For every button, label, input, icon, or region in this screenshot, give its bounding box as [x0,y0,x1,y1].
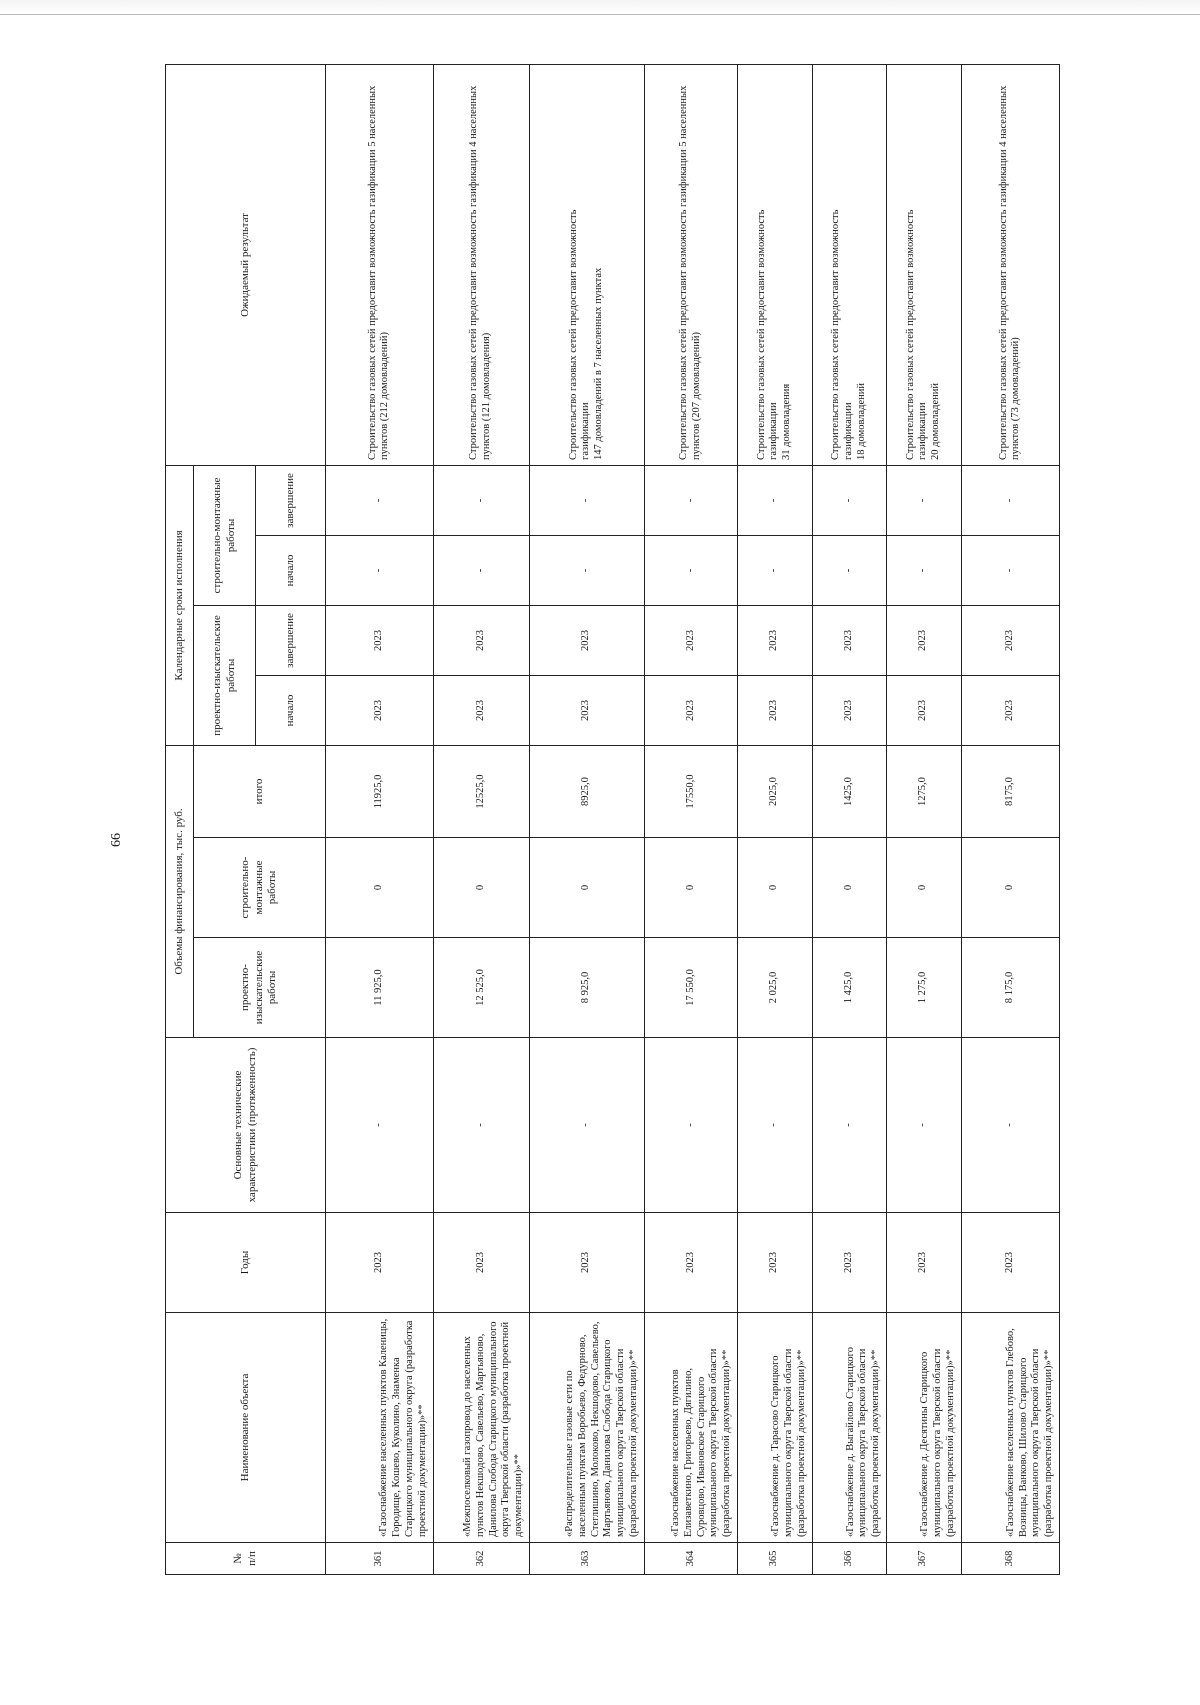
expected-result-line: Строительство газовых сетей предоставит возможность [904,209,916,460]
years-cell: 2023 [644,1213,737,1313]
construction-end-cell: - [326,465,434,535]
years-cell: 2023 [887,1213,962,1313]
financing-construction-cell: 0 [738,838,813,938]
tech-characteristics-cell: - [812,1038,887,1213]
tech-characteristics-cell: - [433,1038,529,1213]
financing-construction-cell: 0 [812,838,887,938]
financing-design-cell: 17 550,0 [644,938,737,1038]
tech-characteristics-cell: - [644,1038,737,1213]
expected-result-cell [887,64,962,465]
tech-characteristics-cell: - [961,1038,1059,1213]
expected-result-line: 20 домовладений [930,382,942,460]
financing-total-cell: 17550,0 [644,746,737,838]
expected-result-line: Строительство газовых сетей предоставит возможность [567,209,579,460]
expected-result-line: Строительство газовых сетей предоставит возможность [755,209,767,460]
table-row [644,64,737,1574]
header-fin-design: проектно-изыскательские работы [194,938,326,1038]
construction-start-cell: - [738,536,813,606]
object-name-cell: «Газоснабжение д. Выгайлово Старицкого муниципального округа Тверской области (разработка проектной документации)»** [812,1313,887,1543]
design-start-cell: 2023 [326,676,434,746]
expected-result-cell [961,64,1059,465]
construction-end-cell: - [738,465,813,535]
construction-start-cell: - [529,536,644,606]
header-name: Наименование объекта [166,1313,326,1543]
design-end-cell: 2023 [887,606,962,676]
expected-result-line: Строительство газовых сетей предоставит возможность газификации 4 населенных пунктов (73 домовладений) [997,85,1022,460]
header-fin-total: итого [194,746,326,838]
expected-result-line: 147 домовладений в 7 населенных пунктах [593,267,605,460]
design-end-cell: 2023 [433,606,529,676]
construction-end-cell: - [961,465,1059,535]
expected-result-line: Строительство газовых сетей предоставит возможность газификации 5 населенных пунктов (207 домовладений) [678,85,702,460]
financing-design-cell: 12 525,0 [433,938,529,1038]
design-end-cell: 2023 [738,606,813,676]
expected-result-cell [326,64,434,465]
header-constr-start: начало [256,536,326,606]
object-name-cell: «Газоснабжение д. Десятины Старицкого муниципального округа Тверской области (разработка проектной документации)»** [887,1313,962,1543]
tech-characteristics-cell: - [529,1038,644,1213]
row-number-cell: 366 [812,1543,887,1575]
expected-result-line: газификации [768,402,780,460]
construction-start-cell: - [326,536,434,606]
construction-end-cell: - [812,465,887,535]
financing-total-cell: 8925,0 [529,746,644,838]
header-tech: Основные технические характеристики (протяженность) [166,1038,326,1213]
construction-start-cell: - [887,536,962,606]
expected-result-cell [812,64,887,465]
construction-end-cell: - [887,465,962,535]
expected-result-cell [644,64,737,465]
table-row [529,64,644,1574]
object-name-cell: «Газоснабжение населенных пунктов Каленицы, Городище, Кошево, Куколино, Знаменка Старицкого муниципального округа (разработка проектной документации)»** [326,1313,434,1543]
financing-construction-cell: 0 [961,838,1059,938]
design-start-cell: 2023 [644,676,737,746]
expected-result-line: Строительство газовых сетей предоставит возможность [830,209,842,460]
construction-start-cell: - [644,536,737,606]
object-name-cell: «Газоснабжение населенных пунктов Елизаветкино, Григорьево, Дягилино, Суровцово, Ивановское Старицкого муниципального округа Тверской области (разработка проектной документации)»** [644,1313,737,1543]
design-start-cell: 2023 [738,676,813,746]
table-header [166,64,326,1574]
table-row [887,64,962,1574]
header-years: Годы [166,1213,326,1313]
design-end-cell: 2023 [529,606,644,676]
expected-result-line: газификации [842,402,854,460]
table-body [326,64,1060,1574]
header-result: Ожидаемый результат [166,64,326,465]
row-number-cell: 361 [326,1543,434,1575]
expected-result-line: Строительство газовых сетей предоставит возможность газификации 4 населенных пунктов (121 домовладения) [468,85,493,460]
years-cell: 2023 [961,1213,1059,1313]
financing-total-cell: 1425,0 [812,746,887,838]
financing-construction-cell: 0 [887,838,962,938]
financing-total-cell: 2025,0 [738,746,813,838]
row-number-cell: 367 [887,1543,962,1575]
tech-characteristics-cell: - [326,1038,434,1213]
expected-result-cell [529,64,644,465]
years-cell: 2023 [433,1213,529,1313]
financing-total-cell: 1275,0 [887,746,962,838]
document-table-wrapper [165,65,1060,1575]
row-number-cell: 365 [738,1543,813,1575]
scan-edge [0,0,1200,15]
financing-design-cell: 8 175,0 [961,938,1059,1038]
header-fin-construction: строительно-монтажные работы [194,838,326,938]
financing-design-cell: 1 275,0 [887,938,962,1038]
expected-result-line: 18 домовладений [855,382,867,460]
header-design-end: завершение [256,606,326,676]
years-cell: 2023 [738,1213,813,1313]
construction-start-cell: - [812,536,887,606]
financing-construction-cell: 0 [529,838,644,938]
financing-design-cell: 1 425,0 [812,938,887,1038]
expected-result-cell [433,64,529,465]
financing-total-cell: 11925,0 [326,746,434,838]
construction-start-cell: - [961,536,1059,606]
years-cell: 2023 [529,1213,644,1313]
financing-design-cell: 2 025,0 [738,938,813,1038]
object-name-cell: «Распределительные газовые сети по населенным пунктам Воробьево, Федурново, Стеглишино, Молоково, Некшодово, Савельево, Мартьяново, Данилова Слобода Старицкого муниципального округа Тверской области (разработка проектной документации)»** [529,1313,644,1543]
years-cell: 2023 [812,1213,887,1313]
construction-end-cell: - [529,465,644,535]
header-schedule-group: Календарные сроки исполнения [166,465,194,745]
row-number-cell: 363 [529,1543,644,1575]
expected-result-line: газификации [917,402,929,460]
table-row [433,64,529,1574]
gasification-table [165,64,1060,1575]
design-start-cell: 2023 [812,676,887,746]
expected-result-line: 31 домовладения [781,383,793,460]
financing-design-cell: 11 925,0 [326,938,434,1038]
table-row [812,64,887,1574]
expected-result-line: газификации [580,402,592,460]
header-num: № п/п [166,1543,326,1575]
financing-design-cell: 8 925,0 [529,938,644,1038]
financing-total-cell: 12525,0 [433,746,529,838]
design-end-cell: 2023 [961,606,1059,676]
header-finance-group: Объемы финансирования, тыс. руб. [166,746,194,1038]
expected-result-line: Строительство газовых сетей предоставит возможность газификации 5 населенных пунктов (212 домовладений) [366,85,391,460]
table-row [961,64,1059,1574]
design-start-cell: 2023 [887,676,962,746]
design-start-cell: 2023 [961,676,1059,746]
design-end-cell: 2023 [812,606,887,676]
construction-end-cell: - [433,465,529,535]
tech-characteristics-cell: - [738,1038,813,1213]
tech-characteristics-cell: - [887,1038,962,1213]
table-row [738,64,813,1574]
object-name-cell: «Газоснабжение населенных пунктов Глебово, Возницы, Ванково, Шилово Старицкого муниципального округа Тверской области (разработка проектной документации)»** [961,1313,1059,1543]
header-sched-design: проектно-изыскательские работы [194,606,256,746]
design-start-cell: 2023 [529,676,644,746]
row-number-cell: 362 [433,1543,529,1575]
object-name-cell: «Межпоселковый газопровод до населенных пунктов Некшодово, Савельево, Мартьяново, Данилова Слобода Старицкого муниципального округа Тверской области (разработка проектной документации)»** [433,1313,529,1543]
row-number-cell: 368 [961,1543,1059,1575]
financing-construction-cell: 0 [326,838,434,938]
design-start-cell: 2023 [433,676,529,746]
design-end-cell: 2023 [326,606,434,676]
expected-result-cell [738,64,813,465]
years-cell: 2023 [326,1213,434,1313]
financing-construction-cell: 0 [644,838,737,938]
header-sched-construction: строительно-монтажные работы [194,465,256,605]
table-row [326,64,434,1574]
row-number-cell: 364 [644,1543,737,1575]
page-number: 66 [109,833,124,847]
header-constr-end: завершение [256,465,326,535]
object-name-cell: «Газоснабжение д. Тарасово Старицкого муниципального округа Тверской области (разработка проектной документации)»** [738,1313,813,1543]
financing-total-cell: 8175,0 [961,746,1059,838]
construction-end-cell: - [644,465,737,535]
construction-start-cell: - [433,536,529,606]
header-design-start: начало [256,676,326,746]
financing-construction-cell: 0 [433,838,529,938]
design-end-cell: 2023 [644,606,737,676]
